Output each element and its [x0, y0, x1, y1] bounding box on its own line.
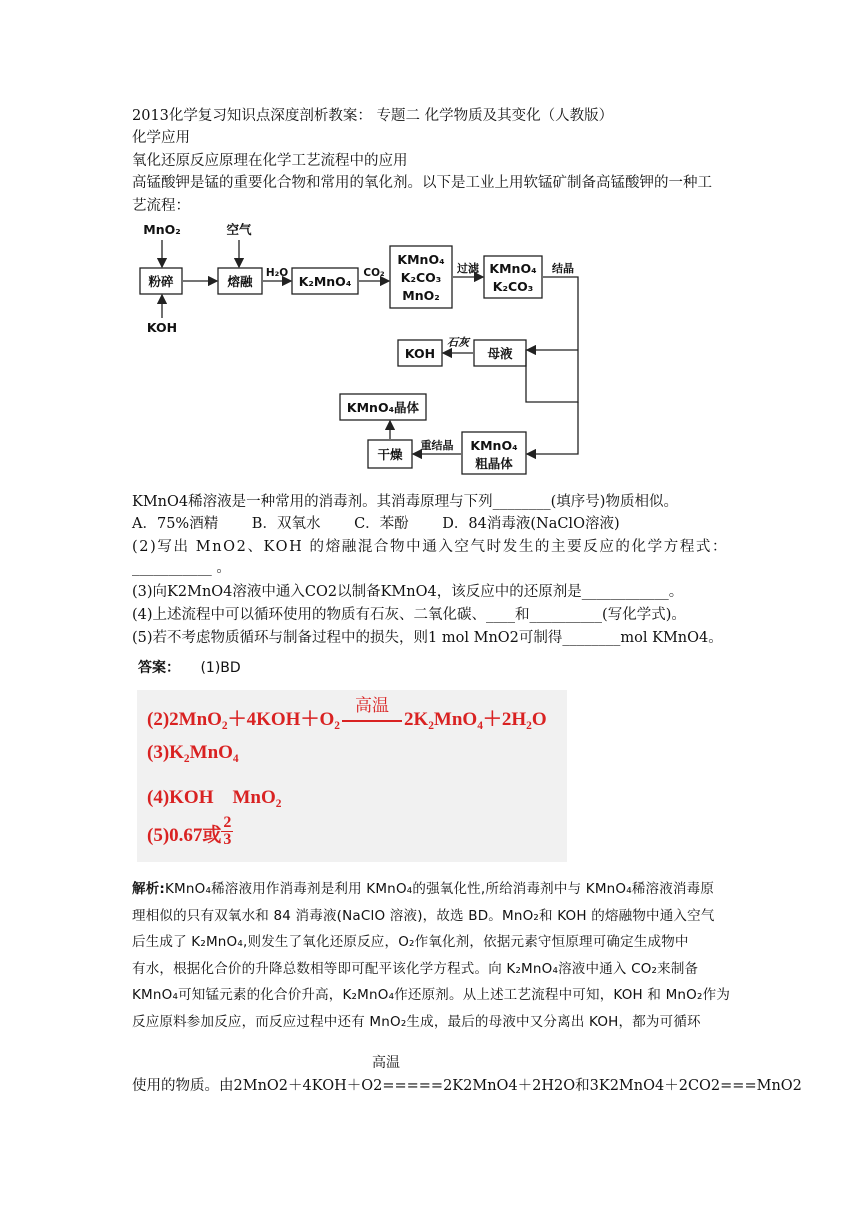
- answer-2-right: 2K₂MnO₄＋2H₂O: [403, 709, 547, 730]
- label-co2: CO₂: [363, 267, 385, 279]
- explanation-text-1: KMnO₄稀溶液用作消毒剂是利用 KMnO₄的强氧化性,所给消毒剂中与 KMnO₄稀溶液消毒原: [165, 881, 715, 897]
- label-crude-1: KMnO₄: [470, 438, 518, 453]
- answers-heading: [138, 657, 241, 677]
- label-mix2-2: K₂CO₃: [492, 279, 534, 294]
- fraction-numerator: 2: [223, 814, 232, 832]
- input-mno2: MnO₂: [143, 222, 181, 237]
- explanation-line-6: 反应原料参加反应，而反应过程中还有 MnO₂生成，最后的母液中又分离出 KOH，都为可循环: [132, 1013, 701, 1030]
- label-dry: 干燥: [377, 447, 403, 462]
- question-4: (4)上述流程中可以循环使用的物质有石灰、二氧化碳、____和__________(写化学式)。: [132, 607, 686, 623]
- label-mix2-1: KMnO₄: [489, 261, 537, 276]
- label-mother-liquor: 母液: [487, 346, 513, 361]
- label-h2o: H₂O: [265, 267, 289, 279]
- input-air: 空气: [226, 222, 252, 237]
- answer-1: (1)BD: [200, 660, 241, 676]
- intro-line-2: 艺流程：: [132, 198, 190, 214]
- explanation-line-1: [132, 876, 732, 903]
- question-2b: ___________ 。: [132, 560, 231, 576]
- input-koh: KOH: [146, 320, 178, 335]
- explanation-label: 解析:: [132, 881, 165, 897]
- label-crystallize: 结晶: [552, 262, 574, 275]
- explanation-line-5: KMnO₄可知锰元素的化合价升高，K₂MnO₄作还原剂。从上述工艺流程中可知，KOH 和 MnO₂作为: [132, 987, 731, 1003]
- answer-2-left: (2)2MnO₂＋4KOH＋O₂: [147, 709, 340, 730]
- label-k2mno4: K₂MnO₄: [298, 274, 352, 289]
- answer-4: (4)KOH MnO₂: [147, 787, 282, 808]
- process-flow-diagram: [132, 218, 592, 486]
- explanation-line-3: 后生成了 K₂MnO₄,则发生了氧化还原反应，O₂作氧化剂，依据元素守恒原理可确定生成物中: [132, 934, 689, 950]
- answer-5-text: (5)0.67或: [147, 825, 222, 846]
- answer-2-equals-line: [342, 720, 402, 722]
- label-koh: KOH: [404, 346, 436, 361]
- answers-label: 答案：: [138, 660, 180, 676]
- question-1-options: A．75%酒精 B．双氧水 C．苯酚 D．84消毒液(NaClO溶液): [132, 516, 620, 532]
- answer-2-condition: [340, 696, 404, 731]
- question-5: (5)若不考虑物质循环与制备过程中的损失，则1 mol MnO2可制得________mol KMnO4。: [132, 630, 723, 646]
- topic-heading: 氧化还原反应原理在化学工艺流程中的应用: [132, 153, 408, 169]
- question-2a: (2)写出 MnO2、KOH 的熔融混合物中通入空气时发生的主要反应的化学方程式：: [132, 539, 729, 555]
- answer-2-condition-text: 高温: [354, 696, 389, 715]
- label-crude-2: 粗晶体: [475, 456, 513, 471]
- answer-5-fraction: [221, 815, 233, 848]
- question-1: KMnO4稀溶液是一种常用的消毒剂。其消毒原理与下列________(填序号)物质相似。: [132, 494, 678, 510]
- explanation: [132, 876, 732, 1035]
- reaction-condition-high-temp: 高温: [372, 1055, 400, 1071]
- explanation-line-4: 有水，根据化合价的升降总数相等即可配平该化学方程式。向 K₂MnO₄溶液中通入 CO₂来制备: [132, 960, 699, 977]
- label-mix1-2: K₂CO₃: [400, 270, 442, 285]
- answer-2: [147, 696, 547, 731]
- label-lime: 石灰: [447, 336, 469, 349]
- answers-panel: [137, 690, 567, 862]
- label-mix1-1: KMnO₄: [397, 252, 445, 267]
- label-filter: 过滤: [457, 262, 479, 275]
- label-melt: 熔融: [227, 274, 253, 289]
- answer-5: [147, 814, 233, 849]
- explanation-line-2: 理相似的只有双氧水和 84 消毒液(NaClO 溶液)，故选 BD。MnO₂和 KOH 的熔融物中通入空气: [132, 907, 715, 924]
- label-mix1-3: MnO₂: [402, 288, 440, 303]
- answer-3: (3)K₂MnO₄: [147, 742, 239, 763]
- label-kmno4-crystal: KMnO₄晶体: [346, 400, 420, 415]
- explanation-line-7: 使用的物质。由2MnO2＋4KOH＋O2=====2K2MnO4＋2H2O和3K2MnO4＋2CO2===MnO2: [132, 1078, 802, 1094]
- fraction-denominator: 3: [223, 831, 232, 849]
- question-3: (3)向K2MnO4溶液中通入CO2以制备KMnO4，该反应中的还原剂是____________。: [132, 584, 684, 600]
- intro-line-1: 高锰酸钾是锰的重要化合物和常用的氧化剂。以下是工业上用软锰矿制备高锰酸钾的一种工: [132, 175, 712, 191]
- section-heading: 化学应用: [132, 130, 190, 146]
- label-recrystallize: 重结晶: [420, 439, 454, 452]
- document-title: 2013化学复习知识点深度剖析教案： 专题二 化学物质及其变化（人教版）: [132, 108, 614, 124]
- label-crush: 粉碎: [148, 274, 174, 289]
